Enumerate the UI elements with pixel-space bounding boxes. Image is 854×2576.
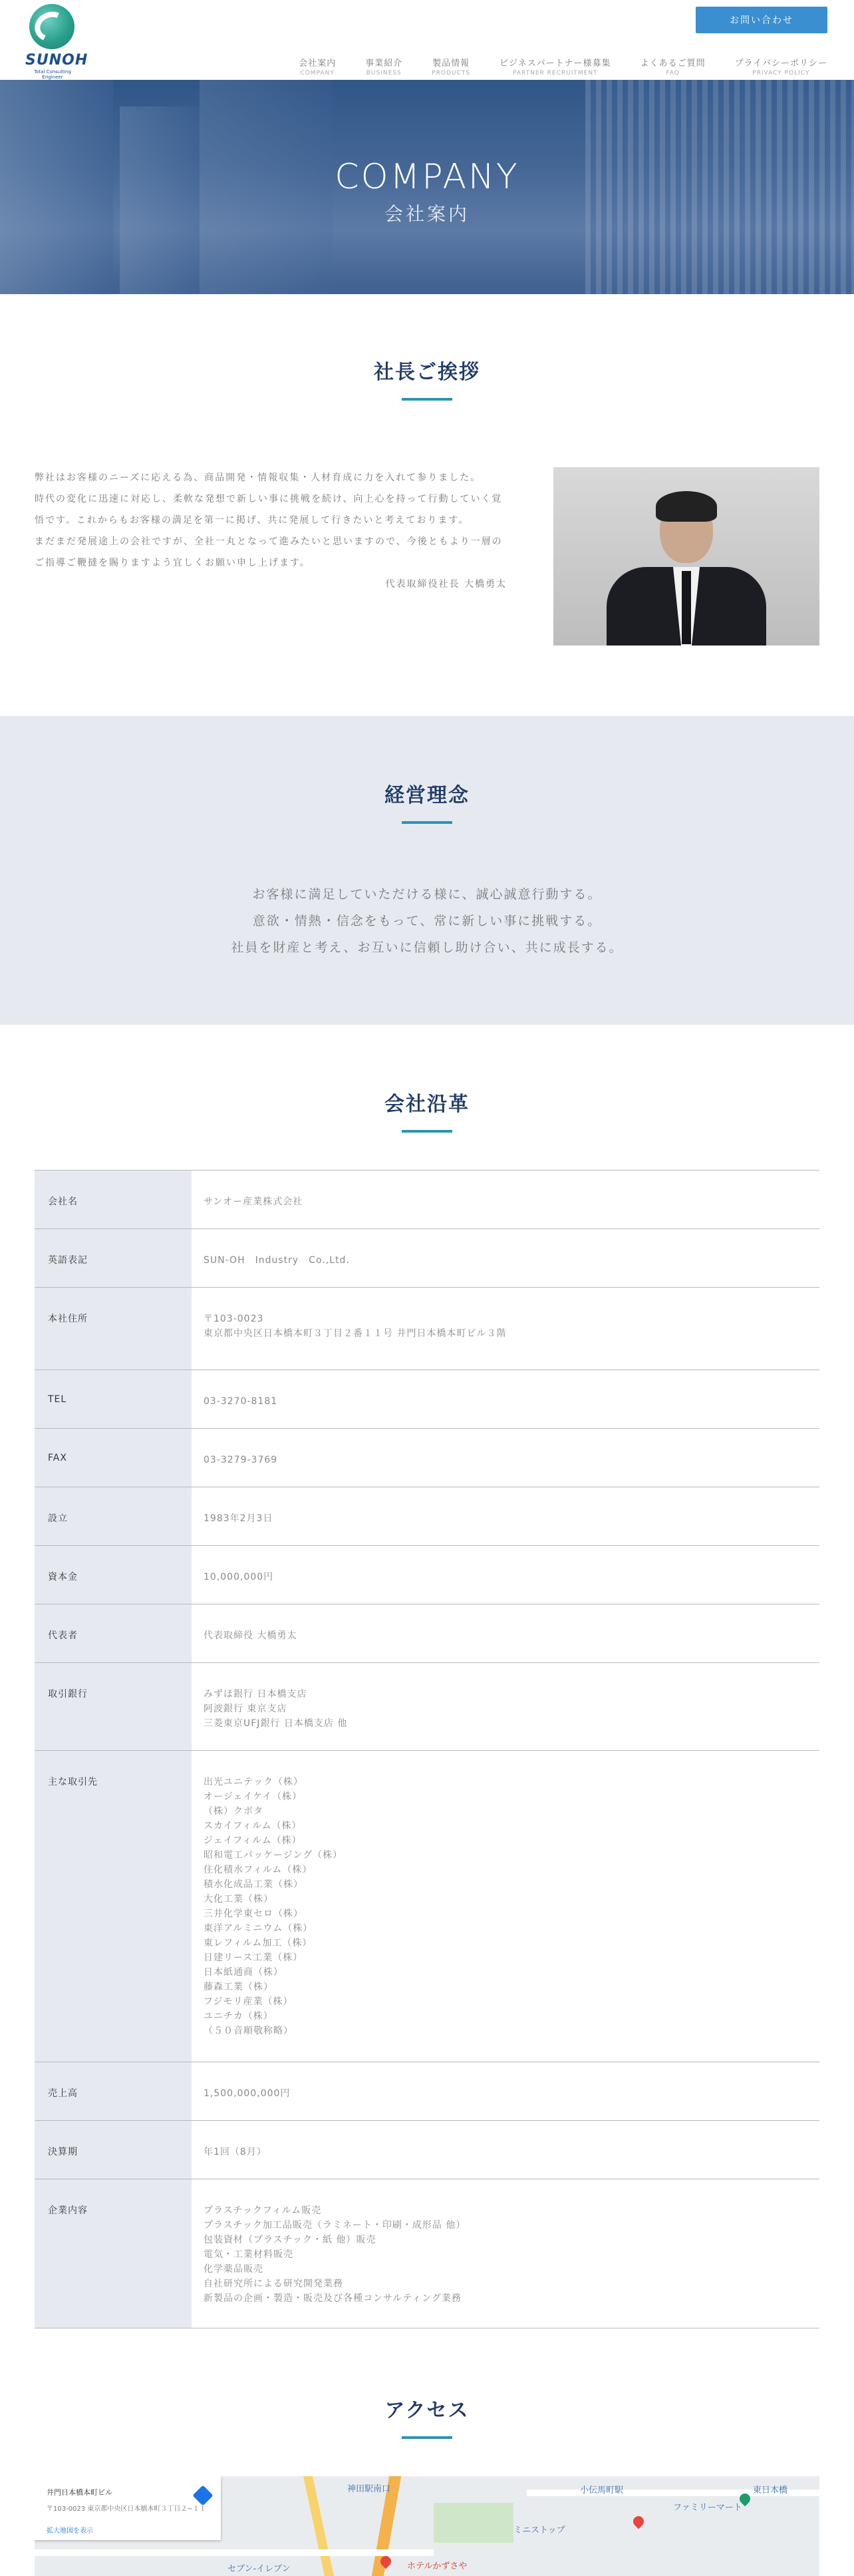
row-value-line: 〒103-0023 <box>204 1314 264 1324</box>
row-value-line: 藤森工業（株） <box>204 1982 273 1992</box>
contact-button[interactable]: お問い合わせ <box>696 7 827 33</box>
company-history-section <box>0 1025 854 2328</box>
map-label: セブン-イレブン <box>227 2564 291 2574</box>
map-label: 神田駅南口 <box>347 2484 391 2494</box>
row-label: 企業内容 <box>35 2179 192 2328</box>
sunoh-logo[interactable] <box>25 4 88 80</box>
company-info-table <box>35 1170 819 2328</box>
nav-label: 製品情報 <box>432 59 470 69</box>
row-value-line: 03-3279-3769 <box>204 1455 278 1465</box>
table-row <box>35 2179 819 2328</box>
row-label: 資本金 <box>35 1546 192 1604</box>
row-value-line: 1,500,000,000円 <box>204 2088 291 2099</box>
row-value-line: 東京都中央区日本橋本町３丁目２番１１号 井門日本橋本町ビル３階 <box>204 1328 507 1339</box>
section-title: 経営理念 <box>384 784 470 807</box>
row-value-line: 1983年2月3日 <box>204 1513 273 1524</box>
section-title: 会社沿革 <box>384 1093 470 1116</box>
philosophy-line: 社員を財産と考え、お互いに信頼し助け合い、共に成長する。 <box>231 940 623 955</box>
row-label: FAX <box>35 1429 192 1487</box>
row-value-line: 電気・工業材料販売 <box>204 2249 293 2260</box>
row-value-line: 積水化成品工業（株） <box>204 1879 303 1890</box>
row-value-line: フジモリ産業（株） <box>204 1996 293 2007</box>
table-row <box>35 1229 819 1288</box>
nav-label: よくあるご質問 <box>640 59 706 69</box>
row-value <box>192 2062 819 2121</box>
table-row <box>35 1171 819 1229</box>
section-title: アクセス <box>384 2399 470 2422</box>
row-value <box>192 1751 819 2062</box>
nav-item-business[interactable] <box>365 56 402 77</box>
row-value-line: 年1回（8月） <box>204 2147 267 2157</box>
row-label: 主な取引先 <box>35 1751 192 2062</box>
section-title: 社長ご挨拶 <box>374 361 480 384</box>
nav-sublabel: FAQ <box>666 70 680 77</box>
row-value-line: オージェイケイ（株） <box>204 1791 303 1802</box>
row-value <box>192 1604 819 1663</box>
row-value-line: 日建リース工業（株） <box>204 1952 303 1963</box>
map-info-card <box>35 2476 221 2540</box>
row-value <box>192 1229 819 1288</box>
row-value <box>192 1487 819 1546</box>
map-enlarge-link[interactable]: 拡大地図を表示 <box>47 2527 93 2535</box>
main-nav <box>299 56 827 77</box>
nav-label: ビジネスパートナー様募集 <box>499 59 611 69</box>
hero-subtitle: 会社案内 <box>384 203 470 225</box>
row-label: TEL <box>35 1370 192 1429</box>
row-value-line: SUN-OH Industry Co.,Ltd. <box>204 1255 350 1266</box>
map-pin-icon[interactable] <box>631 2514 646 2529</box>
row-value-line: ユニチカ（株） <box>204 2011 273 2022</box>
philosophy-line: お客様に満足していただける様に、誠心誠意行動する。 <box>252 887 602 902</box>
row-value-line: 昭和電工パッケージング（株） <box>204 1850 343 1861</box>
row-value-line: サンオー産業株式会社 <box>204 1196 303 1207</box>
row-label: 英語表記 <box>35 1229 192 1288</box>
map-park <box>434 2503 513 2543</box>
row-value-line: 化学薬品販売 <box>204 2264 263 2275</box>
row-label: 本社住所 <box>35 1288 192 1370</box>
row-value-line: 代表取締役 大橋勇太 <box>204 1630 297 1641</box>
map-place-name: 井門日本橋本町ビル <box>47 2488 112 2497</box>
map-label: ミニストップ <box>513 2525 565 2535</box>
row-value-line: プラスチック加工品販売（ラミネート・印刷・成形品 他） <box>204 2220 466 2231</box>
hero-banner <box>0 80 854 294</box>
map-label: 東日本橋 <box>753 2485 788 2495</box>
row-label: 代表者 <box>35 1604 192 1663</box>
nav-sublabel: PRIVACY POLICY <box>752 70 810 77</box>
row-value-line: ジェイフィルム（株） <box>204 1835 302 1846</box>
row-value-line: スカイフィルム（株） <box>204 1821 302 1831</box>
row-label: 売上高 <box>35 2062 192 2121</box>
row-value-line: 大化工業（株） <box>204 1894 273 1905</box>
row-label: 設立 <box>35 1487 192 1546</box>
philosophy-section <box>0 716 854 1025</box>
greeting-paragraph: 弊社はお客様のニーズに応える為、商品開発・情報収集・人材育成に力を入れて参りました。 <box>35 472 482 483</box>
table-row <box>35 1546 819 1604</box>
row-value-line: 包装資材（プラスチック・紙 他）販売 <box>204 2235 376 2245</box>
table-row <box>35 1487 819 1546</box>
row-value <box>192 1429 819 1487</box>
nav-sublabel: PARTNER RECRUITMENT <box>513 70 598 77</box>
row-value-line: 自社研究所による研究開発業務 <box>204 2279 343 2289</box>
philosophy-lines <box>0 881 854 961</box>
row-value <box>192 1663 819 1751</box>
nav-item-privacy-policy[interactable] <box>735 56 827 77</box>
photo-hair <box>656 491 717 522</box>
nav-item-partner-recruitment[interactable] <box>499 56 611 77</box>
row-value-line: 三菱東京UFJ銀行 日本橋支店 他 <box>204 1718 348 1729</box>
nav-label: 事業紹介 <box>365 59 403 69</box>
nav-label: 会社案内 <box>299 59 337 69</box>
map-road <box>303 2476 334 2576</box>
table-row <box>35 2121 819 2179</box>
row-value <box>192 1288 819 1370</box>
logo-tagline: Total Consulting Engineer <box>34 69 71 80</box>
table-row <box>35 1288 819 1370</box>
row-label: 取引銀行 <box>35 1663 192 1751</box>
row-value-line: 東洋アルミニウム（株） <box>204 1923 313 1934</box>
map-label: ファミリーマート <box>673 2503 742 2513</box>
title-underline <box>402 398 452 401</box>
row-value-line: 東レフィルム加工（株） <box>204 1938 313 1948</box>
row-value-line: （５０音順敬称略） <box>204 2026 293 2036</box>
nav-item-company[interactable] <box>299 56 336 77</box>
row-value-line: 住化積水フィルム（株） <box>204 1865 313 1875</box>
greeting-signature: 代表取締役社長 大橋勇太 <box>385 579 507 590</box>
row-value <box>192 1370 819 1429</box>
table-row <box>35 1370 819 1429</box>
row-label: 会社名 <box>35 1171 192 1229</box>
greeting-text <box>35 467 507 595</box>
site-header <box>0 0 854 80</box>
row-value-line: 阿波銀行 東京支店 <box>204 1704 287 1714</box>
nav-sublabel: PRODUCTS <box>432 70 470 77</box>
nav-item-products[interactable] <box>432 56 470 77</box>
google-map[interactable] <box>35 2476 819 2576</box>
table-row <box>35 1663 819 1751</box>
access-section <box>0 2328 854 2576</box>
philosophy-line: 意欲・情熱・信念をもって、常に新しい事に挑戦する。 <box>252 914 602 928</box>
row-value-line: みずほ銀行 日本橋支店 <box>204 1689 307 1700</box>
row-value-line: 日本紙通商（株） <box>204 1967 283 1978</box>
photo-tie <box>682 571 691 644</box>
row-value <box>192 1546 819 1604</box>
row-value-line: 03-3270-8181 <box>204 1396 278 1407</box>
row-value-line: 出光ユニテック（株） <box>204 1777 303 1787</box>
title-underline <box>402 821 452 824</box>
map-road <box>35 2549 434 2556</box>
logo-word: SUNOH <box>25 52 88 69</box>
title-underline <box>402 1130 452 1133</box>
map-place-address: 〒103-0023 東京都中央区日本橋本町３丁目２−１１ <box>47 2505 206 2513</box>
map-label: ホテルかずさや <box>407 2561 468 2571</box>
nav-sublabel: COMPANY <box>300 70 335 77</box>
nav-sublabel: BUSINESS <box>366 70 402 77</box>
greeting-paragraph: まだまだ発展途上の会社ですが、全社一丸となって進みたいと思いますので、今後ともより一層のご指導ご鞭撻を賜りますよう宜しくお願い申し上げます。 <box>35 536 503 568</box>
greeting-paragraph: 時代の変化に迅速に対応し、柔軟な発想で新しい事に挑戦を続け、向上心を持って行動していく覚悟です。これからもお客様の満足を第一に掲げ、共に発展して行きたいと考えております。 <box>35 494 503 526</box>
title-underline <box>402 2436 452 2439</box>
row-value <box>192 2121 819 2179</box>
hero-title: COMPANY <box>335 157 519 197</box>
row-label: 決算期 <box>35 2121 192 2179</box>
table-row <box>35 2062 819 2121</box>
nav-label: プライバシーポリシー <box>734 59 827 69</box>
nav-item-faq[interactable] <box>640 56 706 77</box>
table-row <box>35 1429 819 1487</box>
row-value-line: 新製品の企画・製造・販売及び各種コンサルティング業務 <box>204 2293 462 2304</box>
row-value-line: （株）クボタ <box>204 1806 263 1817</box>
row-value-line: 10,000,000円 <box>204 1572 274 1582</box>
row-value-line: 三井化学東セロ（株） <box>204 1909 303 1919</box>
president-greeting-section <box>0 294 854 716</box>
map-label: 小伝馬町駅 <box>580 2485 624 2495</box>
row-value-line: プラスチックフィルム販売 <box>204 2205 322 2216</box>
president-photo <box>553 467 819 645</box>
row-value <box>192 2179 819 2328</box>
table-row <box>35 1604 819 1663</box>
table-row <box>35 1751 819 2062</box>
row-value <box>192 1171 819 1229</box>
